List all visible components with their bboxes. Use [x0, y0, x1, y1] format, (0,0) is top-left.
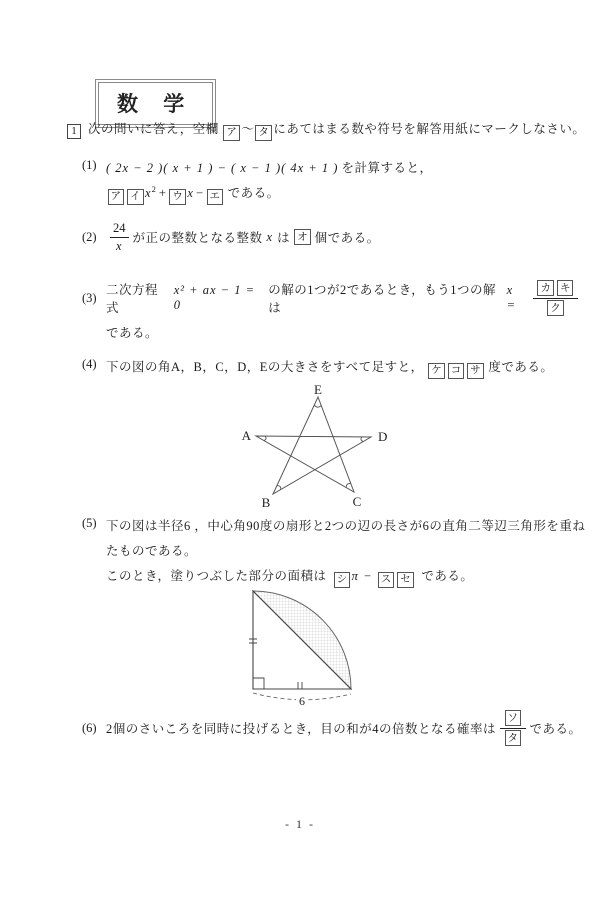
q1-tail: を計算すると，: [341, 161, 433, 175]
q5-label: (5): [82, 516, 97, 530]
answer-box-o: オ: [294, 229, 311, 245]
page-title: 数 学: [95, 79, 216, 128]
q1-line1: [82, 158, 582, 176]
answer-box-se: セ: [397, 572, 414, 588]
q1-x-squared: $x^2$: [145, 183, 157, 200]
angle-arc-B: [277, 486, 281, 490]
angle-arc-D: [361, 437, 363, 442]
q1-answer-line: [106, 183, 582, 205]
right-angle-mark: [253, 678, 264, 689]
q3-line1: [82, 280, 582, 316]
q3-answer-fraction: [533, 280, 578, 316]
q5-minus: −: [364, 569, 372, 583]
answer-box-ta: タ: [505, 730, 522, 746]
question-6: [82, 710, 592, 746]
q6-label: (6): [82, 720, 97, 735]
vertex-label-A: A: [241, 428, 251, 443]
answer-box-e: エ: [207, 189, 224, 205]
q2-fraction: [110, 221, 129, 254]
tilde: ～: [241, 122, 254, 136]
question-3: [82, 280, 582, 341]
answer-box-a: ア: [108, 189, 125, 205]
angle-arc-E: [314, 405, 321, 407]
answer-box-ki: キ: [557, 280, 574, 296]
answer-box-u: ウ: [169, 189, 186, 205]
angle-arc-A: [264, 436, 266, 440]
q5-text3: このとき，塗りつぶした部分の面積は: [106, 569, 327, 583]
vertex-label-D: D: [378, 429, 388, 444]
tick-mark-bottom-side: [298, 682, 302, 689]
q5-text1: 下の図は半径6 ，中心角90度の扇形と2つの辺の長さが6の直角二等辺三角形を重ね: [106, 519, 586, 533]
problem-1-instruction: [67, 119, 587, 141]
q6-pre: 2個のさいころを同時に投げるとき，目の和が4の倍数となる確率は: [106, 722, 497, 736]
vertex-label-E: E: [314, 383, 322, 397]
instruction-pre: 次の問いに答え，空欄: [88, 122, 219, 136]
q2-mid1: が正の整数となる整数: [132, 231, 263, 246]
vertex-label-C: C: [352, 494, 362, 508]
q2-mid2: は: [277, 231, 291, 246]
plus-sign: +: [158, 186, 166, 200]
q1-label: (1): [82, 158, 97, 172]
q5-line2: たものである。: [106, 544, 198, 558]
answer-box-shi: シ: [334, 572, 351, 588]
vertex-label-B: B: [261, 495, 271, 508]
q2-x: x: [266, 229, 274, 244]
question-1: [82, 158, 582, 205]
q6-suffix: である。: [529, 722, 582, 736]
angle-arc-C: [346, 484, 351, 488]
q2-fraction-denominator: x: [115, 239, 123, 254]
answer-box-ko: コ: [448, 363, 465, 379]
q1-x: x: [187, 186, 194, 200]
instruction-post: にあてはまる数や符号を解答用紙にマークしなさい。: [273, 122, 586, 136]
answer-box-so: ソ: [505, 710, 522, 726]
q3-label: (3): [82, 290, 97, 305]
q3-x-equals: x =: [506, 283, 517, 312]
q1-suffix: である。: [227, 186, 280, 200]
quarter-circle-diagram: [243, 583, 373, 718]
answer-box-i: イ: [127, 189, 144, 205]
q4-suffix: 度である。: [488, 360, 554, 374]
pentagram-lines: [256, 397, 371, 494]
answer-box-ta-ref: タ: [255, 125, 272, 141]
q2-label: (2): [82, 229, 97, 244]
q6-answer-fraction: [500, 710, 526, 746]
answer-box-sa: サ: [467, 363, 484, 379]
q3-equation: x² + ax − 1 = 0: [173, 283, 256, 312]
q5-suffix: である。: [421, 569, 474, 583]
q3-mid: の解の1つが2であるとき，もう1つの解は: [268, 283, 496, 315]
q3-pre: 二次方程式: [106, 283, 159, 315]
answer-box-a-ref: ア: [223, 125, 240, 141]
q2-suffix: 個である。: [314, 231, 380, 246]
answer-box-ka: カ: [537, 280, 554, 296]
q3-line2: である。: [106, 326, 159, 340]
minus-sign: −: [195, 186, 203, 200]
q4-pre: 下の図の角A，B，C，D，Eの大きさをすべて足すと，: [106, 360, 424, 374]
question-4: [82, 357, 592, 379]
q1-expression: ( 2x − 2 )( x + 1 ) − ( x − 1 )( 4x + 1 ): [106, 161, 339, 175]
pi-symbol: π: [351, 569, 359, 583]
dimension-label-6: 6: [299, 694, 305, 708]
question-2: [82, 221, 582, 254]
q4-label: (4): [82, 357, 97, 371]
pentagram-diagram: [230, 383, 400, 508]
q2-fraction-numerator: 24: [110, 221, 129, 238]
page-number: - 1 -: [285, 817, 315, 831]
question-5: [82, 516, 592, 588]
q5-line1: [82, 516, 592, 534]
answer-box-ke: ケ: [428, 363, 445, 379]
problem-number-box: 1: [67, 124, 81, 139]
answer-box-su: ス: [378, 572, 395, 588]
answer-box-ku: ク: [547, 300, 564, 316]
